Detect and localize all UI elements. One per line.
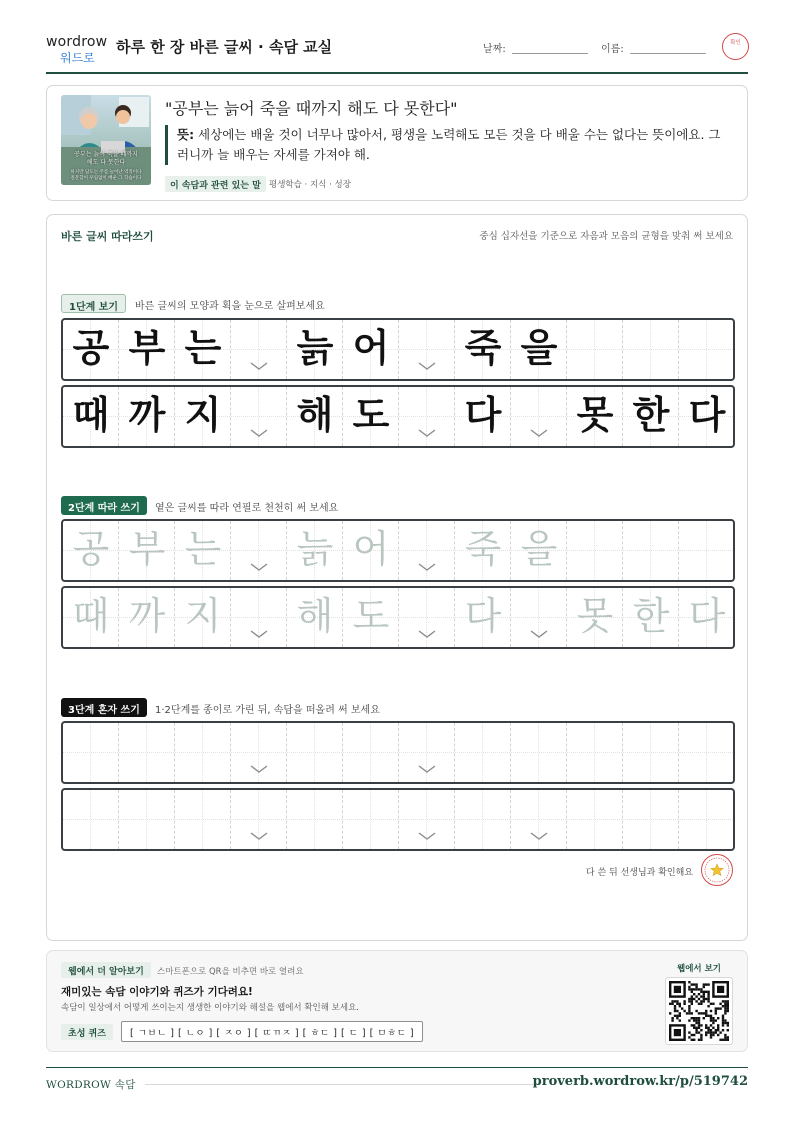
grid-cell bbox=[455, 387, 511, 446]
web-subtext: 속담이 일상에서 어떻게 쓰이는지 생생한 이야기와 해설을 웹에서 확인해 보세요. bbox=[61, 1003, 359, 1013]
logo-korean: 워드로 bbox=[60, 51, 95, 65]
date-field[interactable] bbox=[512, 53, 588, 54]
grid-cell bbox=[287, 320, 343, 379]
grid-cell[interactable] bbox=[119, 723, 175, 782]
word-space-mark-icon bbox=[417, 764, 437, 774]
trace-glyph: 까 bbox=[128, 594, 166, 638]
word-space-mark-icon bbox=[417, 361, 437, 371]
page-title: 하루 한 장 바른 글씨 · 속담 교실 bbox=[116, 38, 333, 56]
grid-cell bbox=[455, 320, 511, 379]
model-glyph: 공 bbox=[72, 326, 110, 370]
grid-cell bbox=[343, 387, 399, 446]
quiz-tag: 초성 퀴즈 bbox=[61, 1024, 113, 1040]
step2-row-1[interactable] bbox=[61, 519, 735, 582]
grid-cell[interactable] bbox=[511, 588, 567, 647]
model-glyph: 다 bbox=[688, 393, 726, 437]
grid-cell bbox=[175, 387, 231, 446]
grid-cell[interactable] bbox=[567, 790, 623, 849]
model-glyph: 때 bbox=[72, 393, 110, 437]
web-headline: 재미있는 속담 이야기와 퀴즈가 기다려요! bbox=[61, 986, 253, 998]
word-space-mark-icon bbox=[249, 764, 269, 774]
grid-cell bbox=[623, 320, 679, 379]
grid-cell[interactable] bbox=[231, 790, 287, 849]
grid-cell[interactable] bbox=[287, 588, 343, 647]
proverb-title: "공부는 늙어 죽을 때까지 해도 다 못한다" bbox=[165, 99, 458, 118]
step1-row-1 bbox=[61, 318, 735, 381]
grid-cell[interactable] bbox=[567, 521, 623, 580]
grid-cell[interactable] bbox=[623, 790, 679, 849]
grid-cell bbox=[175, 320, 231, 379]
grid-cell bbox=[231, 387, 287, 446]
grid-cell[interactable] bbox=[343, 723, 399, 782]
grid-cell[interactable] bbox=[679, 790, 735, 849]
trace-glyph: 늙 bbox=[296, 527, 334, 571]
grid-cell bbox=[679, 320, 735, 379]
star-stamp-icon bbox=[701, 854, 733, 886]
word-space-mark-icon bbox=[529, 629, 549, 639]
grid-cell[interactable] bbox=[455, 723, 511, 782]
word-space-mark-icon bbox=[529, 831, 549, 841]
grid-cell bbox=[287, 387, 343, 446]
step3-desc: 1·2단계를 종이로 가린 뒤, 속담을 떠올려 써 보세요 bbox=[155, 705, 380, 716]
grid-cell[interactable] bbox=[455, 588, 511, 647]
footer-rule bbox=[145, 1084, 537, 1085]
grid-cell[interactable] bbox=[679, 521, 735, 580]
step3-row-1[interactable] bbox=[61, 721, 735, 784]
illustration-caption-2: 해도 다 못한다 bbox=[86, 159, 126, 166]
trace-glyph: 죽 bbox=[464, 527, 502, 571]
grid-cell[interactable] bbox=[119, 790, 175, 849]
step1-row-2 bbox=[61, 385, 735, 448]
trace-glyph: 도 bbox=[352, 594, 390, 638]
grid-cell bbox=[119, 320, 175, 379]
confirm-seal-icon bbox=[722, 33, 749, 60]
grid-cell[interactable] bbox=[455, 521, 511, 580]
grid-cell[interactable] bbox=[175, 790, 231, 849]
step2-desc: 옅은 글씨를 따라 연필로 천천히 써 보세요 bbox=[155, 503, 339, 514]
grid-cell[interactable] bbox=[231, 588, 287, 647]
word-space-mark-icon bbox=[417, 629, 437, 639]
grid-cell bbox=[399, 387, 455, 446]
model-glyph: 까 bbox=[128, 393, 166, 437]
model-glyph: 못 bbox=[576, 393, 614, 437]
grid-cell[interactable] bbox=[175, 588, 231, 647]
proverb-card bbox=[46, 85, 748, 201]
grid-cell bbox=[511, 320, 567, 379]
grid-cell[interactable] bbox=[679, 588, 735, 647]
qr-label: 웹에서 보기 bbox=[676, 964, 721, 974]
grid-cell[interactable] bbox=[455, 790, 511, 849]
grid-cell[interactable] bbox=[399, 588, 455, 647]
grid-cell[interactable] bbox=[567, 588, 623, 647]
wordrow-logo[interactable] bbox=[46, 34, 108, 64]
grid-cell[interactable] bbox=[623, 588, 679, 647]
web-more-tag: 웹에서 더 알아보기 bbox=[61, 962, 151, 978]
trace-glyph: 해 bbox=[296, 594, 334, 638]
model-glyph: 다 bbox=[464, 393, 502, 437]
trace-glyph: 공 bbox=[72, 527, 110, 571]
word-space-mark-icon bbox=[249, 428, 269, 438]
grid-cell bbox=[679, 387, 735, 446]
name-label: 이름: bbox=[601, 44, 624, 55]
grid-cell[interactable] bbox=[287, 790, 343, 849]
page-header bbox=[46, 30, 748, 74]
grid-cell[interactable] bbox=[343, 790, 399, 849]
grid-cell[interactable] bbox=[287, 723, 343, 782]
grid-cell[interactable] bbox=[511, 521, 567, 580]
footer-divider bbox=[46, 1067, 748, 1068]
grid-cell[interactable] bbox=[399, 521, 455, 580]
model-glyph: 어 bbox=[352, 326, 390, 370]
footer-url-link[interactable]: proverb.wordrow.kr/p/519742 bbox=[532, 1074, 748, 1089]
trace-glyph: 한 bbox=[632, 594, 670, 638]
grid-cell bbox=[399, 320, 455, 379]
grid-cell bbox=[511, 387, 567, 446]
grid-cell[interactable] bbox=[399, 723, 455, 782]
related-words-tag: 이 속담과 관련 있는 말 bbox=[165, 176, 266, 192]
grid-cell bbox=[63, 320, 119, 379]
model-glyph: 지 bbox=[184, 393, 222, 437]
practice-title: 바른 글씨 따라쓰기 bbox=[61, 230, 154, 243]
grid-cell bbox=[119, 387, 175, 446]
grid-cell[interactable] bbox=[63, 790, 119, 849]
trace-glyph: 을 bbox=[520, 527, 558, 571]
practice-description: 중심 십자선을 기준으로 자음과 모음의 균형을 맞춰 써 보세요 bbox=[479, 231, 733, 242]
grid-cell bbox=[231, 320, 287, 379]
illustration-caption-4: 질문함이 우림없이 배운 그 학습이다 bbox=[70, 176, 142, 181]
grid-cell bbox=[567, 387, 623, 446]
grid-cell[interactable] bbox=[567, 723, 623, 782]
trace-glyph: 부 bbox=[128, 527, 166, 571]
grid-cell[interactable] bbox=[511, 723, 567, 782]
word-space-mark-icon bbox=[249, 831, 269, 841]
step1-desc: 바른 글씨의 모양과 획을 눈으로 살펴보세요 bbox=[135, 301, 325, 312]
grid-cell[interactable] bbox=[119, 521, 175, 580]
grid-cell[interactable] bbox=[679, 723, 735, 782]
grid-cell[interactable] bbox=[119, 588, 175, 647]
grid-cell[interactable] bbox=[287, 521, 343, 580]
model-glyph: 는 bbox=[184, 326, 222, 370]
word-space-mark-icon bbox=[529, 428, 549, 438]
grid-cell bbox=[623, 387, 679, 446]
qr-hint: 스마트폰으로 QR을 비추면 바로 열려요 bbox=[157, 967, 304, 977]
grid-cell[interactable] bbox=[623, 521, 679, 580]
word-space-mark-icon bbox=[417, 562, 437, 572]
illustration-caption-3: 하지만 답도는 주름 늘어난 역적이다 bbox=[70, 170, 142, 175]
model-glyph: 죽 bbox=[464, 326, 502, 370]
trace-glyph: 다 bbox=[688, 594, 726, 638]
grid-cell[interactable] bbox=[399, 790, 455, 849]
model-glyph: 해 bbox=[296, 393, 334, 437]
grid-cell bbox=[343, 320, 399, 379]
word-space-mark-icon bbox=[417, 428, 437, 438]
trace-glyph: 다 bbox=[464, 594, 502, 638]
meaning-label: 뜻: bbox=[177, 127, 195, 142]
name-field[interactable] bbox=[630, 53, 706, 54]
model-glyph: 한 bbox=[632, 393, 670, 437]
footer-brand: WORDROW 속담 bbox=[46, 1079, 136, 1091]
web-more-card bbox=[46, 950, 748, 1052]
trace-glyph: 못 bbox=[576, 594, 614, 638]
word-space-mark-icon bbox=[417, 831, 437, 841]
teacher-check-note: 다 쓴 뒤 선생님과 확인해요 bbox=[585, 868, 693, 878]
grid-cell[interactable] bbox=[175, 723, 231, 782]
grid-cell[interactable] bbox=[63, 723, 119, 782]
date-label: 날짜: bbox=[483, 44, 506, 55]
grid-cell[interactable] bbox=[511, 790, 567, 849]
proverb-illustration bbox=[61, 95, 151, 185]
word-space-mark-icon bbox=[249, 361, 269, 371]
trace-glyph: 지 bbox=[184, 594, 222, 638]
trace-glyph: 때 bbox=[72, 594, 110, 638]
model-glyph: 늙 bbox=[296, 326, 334, 370]
step1-tag: 1단계 보기 bbox=[61, 294, 126, 313]
step3-row-2[interactable] bbox=[61, 788, 735, 851]
word-space-mark-icon bbox=[249, 562, 269, 572]
meaning-box bbox=[165, 125, 725, 165]
practice-card bbox=[46, 214, 748, 941]
grid-cell bbox=[567, 320, 623, 379]
grid-cell[interactable] bbox=[343, 521, 399, 580]
model-glyph: 을 bbox=[520, 326, 558, 370]
grid-cell[interactable] bbox=[63, 588, 119, 647]
seal-text: 확인 bbox=[730, 40, 741, 46]
step2-row-2[interactable] bbox=[61, 586, 735, 649]
grid-cell bbox=[63, 387, 119, 446]
initial-consonant-quiz: [ ㄱㅂㄴ ] [ ㄴㅇ ] [ ㅈㅇ ] [ ㄸㄲㅈ ] [ ㅎㄷ ] [ ㄷ ] [ ㅁㅎㄷ ] bbox=[121, 1021, 423, 1042]
grid-cell[interactable] bbox=[63, 521, 119, 580]
meaning-text: 세상에는 배울 것이 너무나 많아서, 평생을 노력해도 모든 것을 다 배울 수는 없다는 뜻이에요. 그러니까 늘 배우는 자세를 가져야 해. bbox=[177, 127, 721, 162]
grid-cell[interactable] bbox=[175, 521, 231, 580]
trace-glyph: 는 bbox=[184, 527, 222, 571]
grid-cell[interactable] bbox=[231, 723, 287, 782]
logo-wordmark: wordrow bbox=[46, 34, 108, 50]
related-words: 평생학습 · 지식 · 성장 bbox=[269, 180, 351, 190]
model-glyph: 도 bbox=[352, 393, 390, 437]
step2-tag: 2단계 따라 쓰기 bbox=[61, 496, 147, 515]
word-space-mark-icon bbox=[249, 629, 269, 639]
qr-code-icon[interactable] bbox=[665, 977, 733, 1045]
grid-cell[interactable] bbox=[343, 588, 399, 647]
illustration-caption-1: 공부는 늙어 죽을 때까지 bbox=[74, 151, 138, 158]
model-glyph: 부 bbox=[128, 326, 166, 370]
grid-cell[interactable] bbox=[231, 521, 287, 580]
trace-glyph: 어 bbox=[352, 527, 390, 571]
step3-tag: 3단계 혼자 쓰기 bbox=[61, 698, 147, 717]
grid-cell[interactable] bbox=[623, 723, 679, 782]
